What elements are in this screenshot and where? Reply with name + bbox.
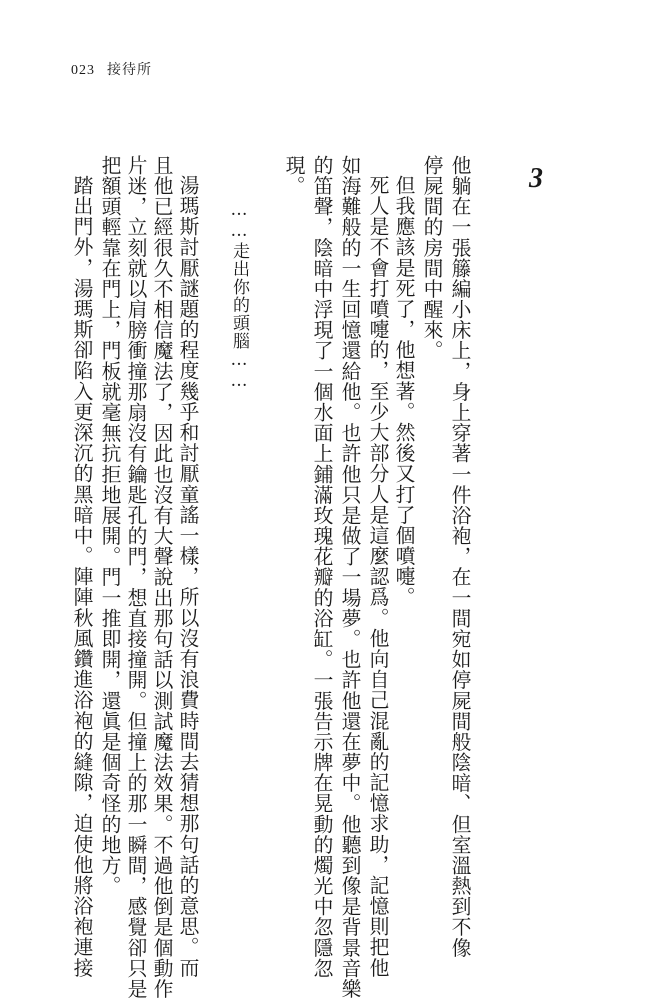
text-column: 片迷，立刻就以肩膀衝撞那扇沒有鑰匙孔的門，想直接撞開。但撞上的那一瞬間，感覺卻只是 xyxy=(124,155,147,999)
text-column: 踏出門外，湯瑪斯卻陷入更深沉的黑暗中。陣陣秋風鑽進浴袍的縫隙，迫使他將浴袍連接 xyxy=(70,175,93,979)
chapter-number: 3 xyxy=(529,163,543,194)
text-column: 停屍間的房間中醒來。 xyxy=(420,155,443,361)
text-column: 現。 xyxy=(282,155,305,197)
page-number: 023 xyxy=(71,63,95,78)
text-column: 他躺在一張籐編小床上，身上穿著一件浴袍，在一間宛如停屍間般陰暗、但室溫熱到不像 xyxy=(448,155,471,959)
interlude-text: ……走出你的頭腦…… xyxy=(229,200,249,392)
text-column: 把額頭輕靠在門上，門板就毫無抗拒地展開。門一推即開，還眞是個奇怪的地方。 xyxy=(98,155,121,897)
text-column: 死人是不會打噴嚏的，至少大部分人是這麼認爲。他向自己混亂的記憶求助，記憶則把他 xyxy=(366,175,389,979)
text-column: 如海難般的一生回憶還給他。也許他只是做了一場夢。也許他還在夢中。他聽到像是背景音樂 xyxy=(338,155,361,999)
running-header xyxy=(71,59,152,79)
text-column: 的笛聲，陰暗中浮現了一個水面上鋪滿玫瑰花瓣的浴缸。一張告示牌在晃動的燭光中忽隱忽 xyxy=(310,155,333,979)
running-title: 接待所 xyxy=(107,62,152,78)
text-column: 但我應該是死了，他想著。然後又打了個噴嚏。 xyxy=(392,175,415,608)
text-column: 湯瑪斯討厭謎題的程度幾乎和討厭童謠一樣，所以沒有浪費時間去猜想那句話的意思。而 xyxy=(176,175,199,979)
text-column: 且他已經很久不相信魔法了，因此也沒有大聲說出那句話以測試魔法效果。不過他倒是個動作 xyxy=(150,155,173,999)
